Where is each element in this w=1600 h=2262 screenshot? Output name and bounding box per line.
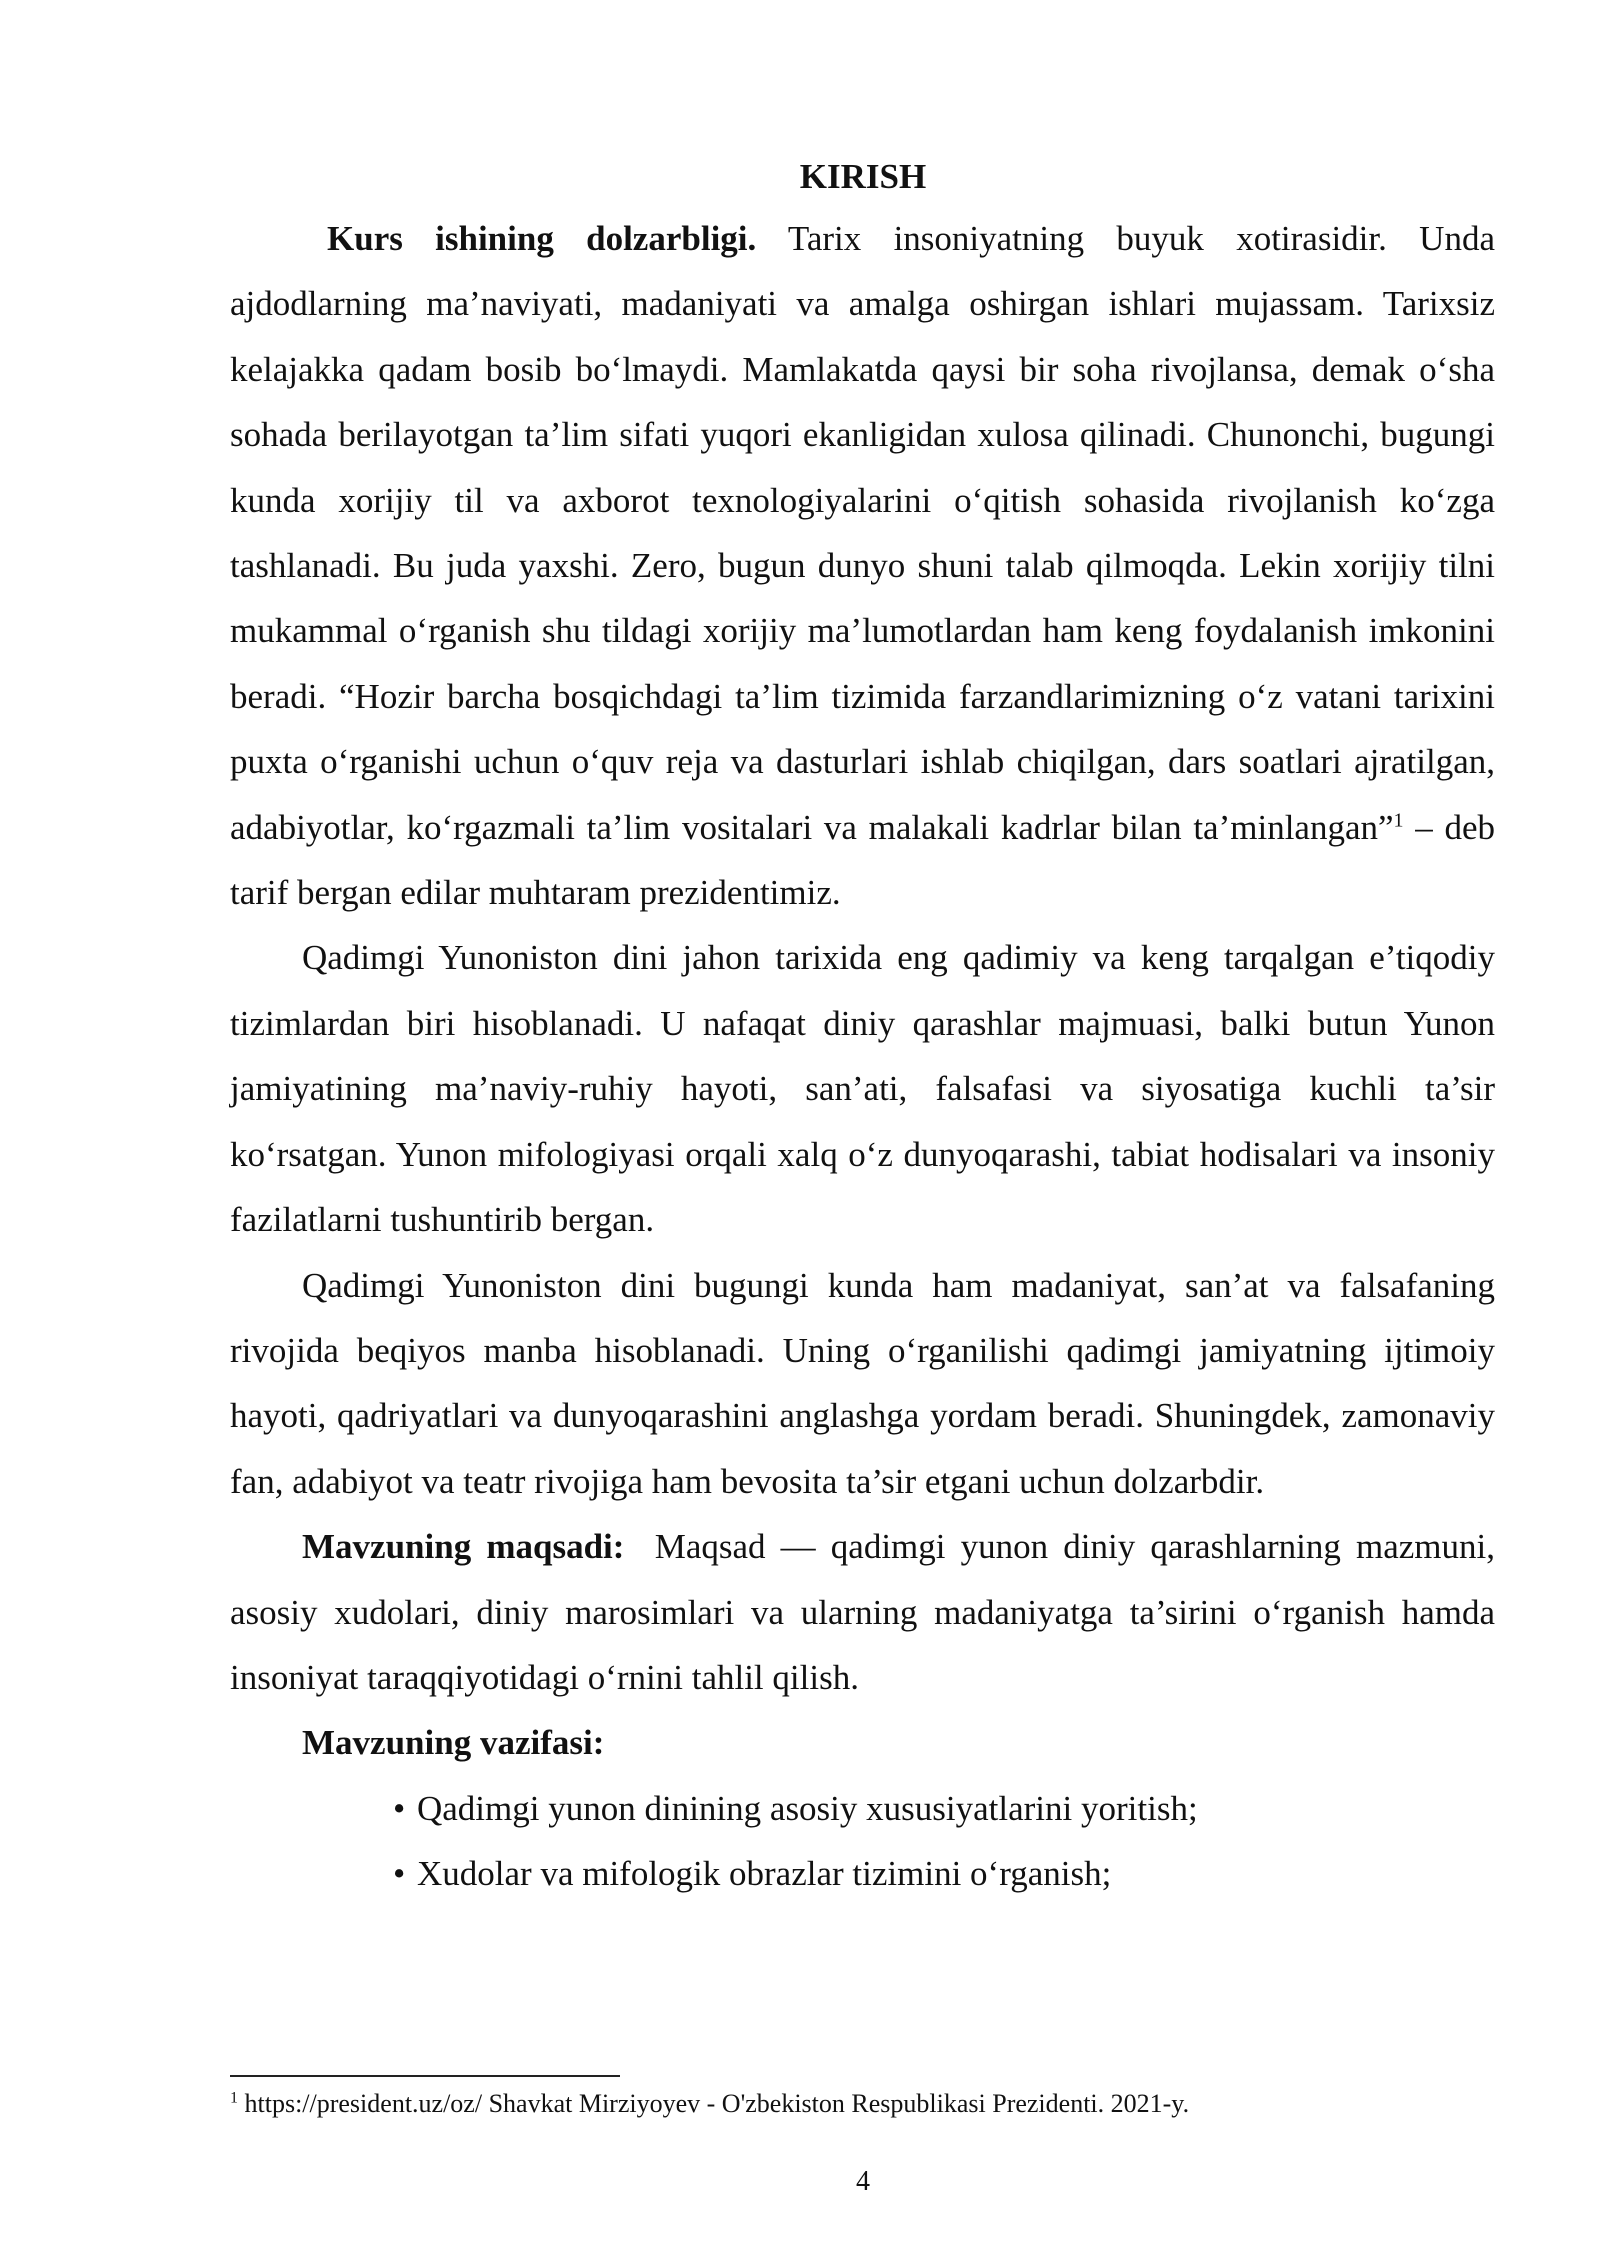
intro-text-after: – deb tarif bergan edilar muhtaram prezidentimiz.: [230, 807, 1495, 913]
goal-text: Maqsad — qadimgi yunon diniy qarashlarning mazmuni, asosiy xudolari, diniy marosimlari va ularning madaniyatga ta’sirini o‘rganish hamda insoniyat taraqqiyotidagi o‘rnini tahlil qilish.: [230, 1527, 1504, 1697]
footnote-text: https://president.uz/oz/ Shavkat Mirziyoyev - O'zbekiston Respublikasi Prezidenti. 2021-y.: [238, 2089, 1190, 2118]
paragraph-relevance: Qadimgi Yunoniston dini bugungi kunda ham madaniyat, san’at va falsafaning rivojida beqiyos manba hisoblanadi. Uning o‘rganilishi qadimgi jamiyatning ijtimoiy hayoti, qadriyatlari va dunyoqarashini anglashga yordam beradi. Shuningdek, zamonaviy fan, adabiyot va teatr rivojiga ham bevosita ta’sir etgani uchun dolzarbdir.: [230, 1265, 1495, 1501]
intro-text: Tarix insoniyatning buyuk xotirasidir. Unda ajdodlarning ma’naviyati, madaniyati va amalga oshirgan ishlari mujassam. Tarixsiz kelajakka qadam bosib bo‘lmaydi. Mamlakatda qaysi bir soha rivojlansa, demak o‘sha sohada berilayotgan ta’lim sifati yuqori ekanligidan xulosa qilinadi. Chunonchi, bugungi kunda xorijiy til va axborot texnologiyalarini o‘qitish sohasida rivojlanish ko‘zga tashlanadi. Bu juda yaxshi. Zero, bugun dunyo shuni talab qilmoqda. Lekin xorijiy tilni mukammal o‘rganish shu tildagi xorijiy ma’lumotlardan ham keng foydalanish imkonini beradi. “Hozir barcha bosqichdagi ta’lim tizimida farzandlarimizning o‘z vatani tarixini puxta o‘rganishi uchun o‘quv reja va dasturlari ishlab chiqilgan, dars soatlari ajratilgan, adabiyotlar, ko‘rgazmali ta’lim vositalari va malakali kadrlar bilan ta’minlangan”: [230, 219, 1495, 847]
goal-label: Mavzuning maqsadi:: [302, 1527, 625, 1567]
task-text: Qadimgi yunon dinining asosiy xususiyatlarini yoritish;: [417, 1788, 1198, 1828]
bullet-icon: •: [393, 1788, 406, 1828]
page-body: [230, 148, 1504, 1907]
task-text: Xudolar va mifologik obrazlar tizimini o‘rganish;: [417, 1854, 1112, 1894]
list-item: [393, 1776, 1495, 1841]
section-title: KIRISH: [799, 157, 927, 196]
tasks-label: Mavzuning vazifasi:: [302, 1723, 605, 1763]
footnote-reference[interactable]: 1: [1393, 809, 1404, 831]
goal-paragraph: [230, 1514, 1504, 1710]
intro-lead: Kurs ishining dolzarbligi.: [327, 219, 757, 258]
footnote-separator: [230, 2075, 620, 2077]
list-item: [393, 1841, 1495, 1906]
footnote-number: 1: [230, 2089, 238, 2107]
footnote: [230, 2087, 1495, 2121]
tasks-list: [230, 1776, 1495, 1907]
tasks-heading: [230, 1710, 1495, 1775]
bullet-icon: •: [393, 1854, 406, 1894]
page-number: 4: [856, 2166, 870, 2197]
intro-paragraph: [230, 206, 1495, 925]
paragraph-greek-religion: Qadimgi Yunoniston dini jahon tarixida eng qadimiy va keng tarqalgan e’tiqodiy tizimlardan biri hisoblanadi. U nafaqat diniy qarashlar majmuasi, balki butun Yunon jamiyatining ma’naviy-ruhiy hayoti, san’ati, falsafasi va siyosatiga kuchli ta’sir ko‘rsatgan. Yunon mifologiyasi orqali xalq o‘z dunyoqarashi, tabiat hodisalari va insoniy fazilatlarni tushuntirib bergan.: [230, 938, 1495, 1240]
